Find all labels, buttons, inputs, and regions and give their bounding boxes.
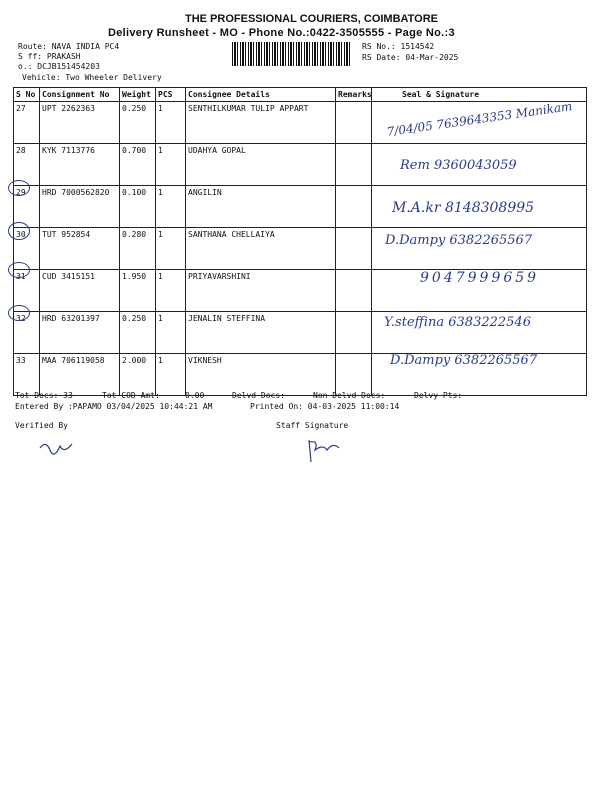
handwritten-signature: D.Dampy 6382265567 bbox=[385, 233, 533, 248]
staff-label: S ff: PRAKASH bbox=[18, 52, 81, 61]
cell-sno: 30 bbox=[14, 228, 40, 270]
handwritten-signature: D.Dampy 6382265567 bbox=[390, 353, 538, 368]
handwritten-signature: 9047999659 bbox=[420, 270, 540, 286]
runsheet-title: Delivery Runsheet - MO - Phone No.:0422-3505555 - Page No.:3 bbox=[108, 27, 455, 39]
cell-pcs: 1 bbox=[156, 144, 186, 186]
cell-sno: 31 bbox=[14, 270, 40, 312]
cell-sno: 29 bbox=[14, 186, 40, 228]
rs-number: RS No.: 1514542 bbox=[362, 42, 435, 51]
cell-consignee: ANGILIN bbox=[186, 186, 336, 228]
non-delvd-docs: Non Delvd Docs: bbox=[313, 391, 386, 400]
cell-pcs: 1 bbox=[156, 228, 186, 270]
cell-pcs: 1 bbox=[156, 102, 186, 144]
col-remarks: Remarks bbox=[336, 88, 372, 102]
col-consignment: Consignment No bbox=[40, 88, 120, 102]
cell-remarks bbox=[336, 312, 372, 354]
cell-weight: 0.280 bbox=[120, 228, 156, 270]
entered-by: Entered By :PAPAMO 03/04/2025 10:44:21 AM bbox=[15, 402, 213, 411]
handwritten-signature: M.A.kr 8148308995 bbox=[392, 200, 535, 216]
cell-sno: 32 bbox=[14, 312, 40, 354]
cell-consignee: VIKNESH bbox=[186, 354, 336, 396]
circle-mark bbox=[8, 222, 30, 240]
cell-sno: 28 bbox=[14, 144, 40, 186]
cell-sno: 27 bbox=[14, 102, 40, 144]
handwritten-signature: Y.steffina 6383222546 bbox=[384, 315, 531, 330]
circle-mark bbox=[8, 180, 30, 196]
col-signature: Seal & Signature bbox=[372, 88, 587, 102]
cell-consignment: UPT 2262363 bbox=[40, 102, 120, 144]
cell-remarks bbox=[336, 102, 372, 144]
verified-by-label: Verified By bbox=[15, 421, 68, 430]
cell-pcs: 1 bbox=[156, 312, 186, 354]
cell-pcs: 1 bbox=[156, 354, 186, 396]
cell-consignment: CUD 3415151 bbox=[40, 270, 120, 312]
table-header bbox=[14, 88, 587, 102]
cell-sno: 33 bbox=[14, 354, 40, 396]
vehicle-label: Vehicle: Two Wheeler Delivery bbox=[22, 73, 162, 82]
cell-consignee: SENTHILKUMAR TULIP APPART bbox=[186, 102, 336, 144]
staff-signature-label: Staff Signature bbox=[276, 421, 349, 430]
handwritten-signature: Rem 9360043059 bbox=[400, 158, 517, 173]
cell-consignment: MAA 706119058 bbox=[40, 354, 120, 396]
cell-remarks bbox=[336, 144, 372, 186]
circle-mark bbox=[8, 262, 30, 278]
col-pcs: PCS bbox=[156, 88, 186, 102]
staff-signature bbox=[305, 436, 345, 466]
cell-remarks bbox=[336, 354, 372, 396]
cell-weight: 0.250 bbox=[120, 102, 156, 144]
rs-date: RS Date: 04-Mar-2025 bbox=[362, 53, 459, 62]
col-weight: Weight bbox=[120, 88, 156, 102]
cell-pcs: 1 bbox=[156, 186, 186, 228]
company-name: THE PROFESSIONAL COURIERS, COIMBATORE bbox=[185, 13, 439, 25]
barcode-image bbox=[232, 42, 350, 66]
cell-consignment: KYK 7113776 bbox=[40, 144, 120, 186]
cell-consignee: JENALIN STEFFINA bbox=[186, 312, 336, 354]
col-sno: S No bbox=[14, 88, 40, 102]
route-label: Route: NAVA INDIA PC4 bbox=[18, 42, 120, 51]
verifier-signature bbox=[38, 436, 78, 458]
cell-remarks bbox=[336, 186, 372, 228]
cell-remarks bbox=[336, 228, 372, 270]
printed-on: Printed On: 04-03-2025 11:00:14 bbox=[250, 402, 400, 411]
cell-consignee: PRIYAVARSHINI bbox=[186, 270, 336, 312]
cell-weight: 0.250 bbox=[120, 312, 156, 354]
tot-cod-value: 0.00 bbox=[185, 391, 205, 400]
cell-weight: 1.950 bbox=[120, 270, 156, 312]
cell-remarks bbox=[336, 270, 372, 312]
cell-consignment: TUT 952854 bbox=[40, 228, 120, 270]
tot-cod-label: Tot COD Amt: bbox=[102, 391, 160, 400]
cell-weight: 2.000 bbox=[120, 354, 156, 396]
cell-consignee: SANTHANA CHELLAIYA bbox=[186, 228, 336, 270]
delvy-pts: Delvy Pts: bbox=[414, 391, 463, 400]
cell-pcs: 1 bbox=[156, 270, 186, 312]
cell-consignment: HRD 63201397 bbox=[40, 312, 120, 354]
tot-docs: Tot Docs: 33 bbox=[15, 391, 73, 400]
cell-weight: 0.100 bbox=[120, 186, 156, 228]
drs-number: o.: DCJB151454203 bbox=[18, 62, 100, 71]
delvd-docs: Delvd Docs: bbox=[232, 391, 285, 400]
col-consignee: Consignee Details bbox=[186, 88, 336, 102]
cell-weight: 0.700 bbox=[120, 144, 156, 186]
cell-consignee: UDAHYA GOPAL bbox=[186, 144, 336, 186]
handwritten-signature: 7/04/05 7639643353 Manikam bbox=[385, 99, 574, 139]
circle-mark bbox=[8, 305, 30, 321]
cell-consignment: HRD 7000562820 bbox=[40, 186, 120, 228]
